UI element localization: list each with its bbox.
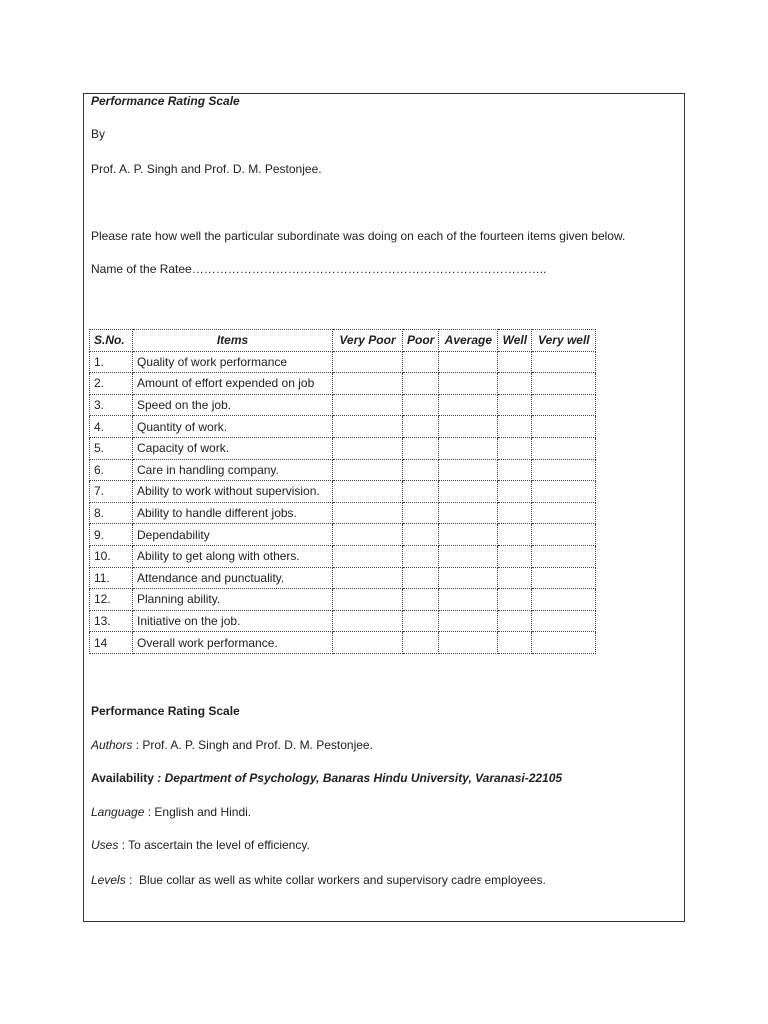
table-row [90,567,596,589]
levels-value: : Blue collar as well as white collar workers and supervisory cadre employees. [125,873,546,887]
by-label: By [91,127,106,141]
rating-cell-very-poor[interactable] [333,502,403,524]
rating-cell-well[interactable] [498,459,532,481]
ratee-name-line: Name of the Ratee…………………………………………………………………………….. [91,262,547,276]
row-sno: 1. [90,351,133,373]
row-item: Overall work performance. [133,632,333,654]
row-item: Quantity of work. [133,416,333,438]
rating-cell-average[interactable] [439,610,498,632]
rating-cell-very-well[interactable] [532,567,596,589]
rating-table [89,329,596,654]
table-row [90,416,596,438]
rating-cell-poor[interactable] [403,545,439,567]
row-item: Quality of work performance [133,351,333,373]
authors-label: Authors [91,738,133,752]
col-header-poor: Poor [403,330,439,352]
rating-cell-well[interactable] [498,394,532,416]
rating-cell-very-well[interactable] [532,373,596,395]
rating-cell-well[interactable] [498,373,532,395]
row-item: Ability to work without supervision. [133,481,333,503]
col-header-very-poor: Very Poor [333,330,403,352]
rating-cell-poor[interactable] [403,589,439,611]
rating-cell-very-well[interactable] [532,437,596,459]
rating-cell-poor[interactable] [403,632,439,654]
rating-cell-poor[interactable] [403,351,439,373]
availability-value: Department of Psychology, Banaras Hindu University, Varanasi-22105 [161,771,563,785]
availability-sep: : [153,771,162,785]
row-sno: 11. [90,567,133,589]
rating-cell-very-well[interactable] [532,416,596,438]
rating-cell-poor[interactable] [403,567,439,589]
rating-cell-poor[interactable] [403,394,439,416]
table-row [90,437,596,459]
rating-cell-poor[interactable] [403,502,439,524]
row-item: Amount of effort expended on job [133,373,333,395]
rating-cell-very-poor[interactable] [333,589,403,611]
table-row [90,610,596,632]
availability-detail [91,771,562,785]
row-sno: 10. [90,545,133,567]
col-header-items: Items [133,330,333,352]
rating-cell-very-well[interactable] [532,351,596,373]
rating-cell-average[interactable] [439,416,498,438]
levels-label: Levels [91,873,126,887]
authors-detail [91,738,373,752]
rating-cell-average[interactable] [439,524,498,546]
rating-cell-average[interactable] [439,545,498,567]
rating-cell-very-well[interactable] [532,632,596,654]
row-item: Capacity of work. [133,437,333,459]
uses-detail [91,838,310,852]
rating-cell-average[interactable] [439,502,498,524]
table-row [90,351,596,373]
rating-cell-poor[interactable] [403,373,439,395]
table-row [90,394,596,416]
row-sno: 7. [90,481,133,503]
rating-cell-well[interactable] [498,351,532,373]
details-title: Performance Rating Scale [91,704,240,718]
row-item: Dependability [133,524,333,546]
rating-cell-average[interactable] [439,437,498,459]
rating-cell-very-well[interactable] [532,394,596,416]
row-sno: 3. [90,394,133,416]
rating-cell-very-poor[interactable] [333,481,403,503]
rating-cell-well[interactable] [498,524,532,546]
language-value: : English and Hindi. [144,805,252,819]
rating-cell-very-well[interactable] [532,502,596,524]
rating-cell-well[interactable] [498,481,532,503]
row-item: Ability to get along with others. [133,545,333,567]
rating-cell-poor[interactable] [403,459,439,481]
rating-cell-very-poor[interactable] [333,459,403,481]
table-row [90,459,596,481]
authors-line: Prof. A. P. Singh and Prof. D. M. Pestonjee. [91,162,322,176]
rating-cell-very-poor[interactable] [333,567,403,589]
language-detail [91,805,251,819]
language-label: Language [91,805,145,819]
row-sno: 14 [90,632,133,654]
rating-cell-well[interactable] [498,502,532,524]
row-item: Initiative on the job. [133,610,333,632]
rating-cell-average[interactable] [439,351,498,373]
rating-cell-very-well[interactable] [532,545,596,567]
rating-cell-very-poor[interactable] [333,351,403,373]
col-header-sno: S.No. [90,330,133,352]
rating-cell-well[interactable] [498,589,532,611]
rating-cell-very-well[interactable] [532,610,596,632]
rating-cell-poor[interactable] [403,524,439,546]
rating-cell-very-poor[interactable] [333,610,403,632]
row-item: Speed on the job. [133,394,333,416]
row-sno: 4. [90,416,133,438]
rating-cell-well[interactable] [498,545,532,567]
rating-cell-well[interactable] [498,416,532,438]
table-row [90,373,596,395]
table-row [90,545,596,567]
rating-cell-very-well[interactable] [532,524,596,546]
instructions-text: Please rate how well the particular subordinate was doing on each of the fourteen items given below. [91,229,626,243]
rating-cell-very-poor[interactable] [333,394,403,416]
row-sno: 9. [90,524,133,546]
rating-cell-well[interactable] [498,437,532,459]
rating-cell-poor[interactable] [403,481,439,503]
rating-cell-average[interactable] [439,567,498,589]
rating-cell-average[interactable] [439,632,498,654]
rating-cell-very-well[interactable] [532,459,596,481]
levels-detail [91,873,546,887]
rating-cell-poor[interactable] [403,437,439,459]
table-row [90,481,596,503]
table-row [90,589,596,611]
rating-cell-very-well[interactable] [532,481,596,503]
rating-cell-average[interactable] [439,394,498,416]
document-title: Performance Rating Scale [91,94,240,108]
row-item: Attendance and punctuality. [133,567,333,589]
row-sno: 8. [90,502,133,524]
rating-cell-very-poor[interactable] [333,545,403,567]
authors-value: : Prof. A. P. Singh and Prof. D. M. Pestonjee. [132,738,373,752]
rating-cell-very-poor[interactable] [333,632,403,654]
rating-cell-very-poor[interactable] [333,524,403,546]
row-sno: 2. [90,373,133,395]
uses-label: Uses [91,838,119,852]
row-sno: 6. [90,459,133,481]
rating-cell-well[interactable] [498,632,532,654]
table-row [90,502,596,524]
col-header-very-well: Very well [532,330,596,352]
rating-cell-very-well[interactable] [532,589,596,611]
row-item: Planning ability. [133,589,333,611]
rating-cell-well[interactable] [498,610,532,632]
rating-cell-average[interactable] [439,373,498,395]
rating-cell-very-poor[interactable] [333,416,403,438]
row-item: Care in handling company. [133,459,333,481]
col-header-average: Average [439,330,498,352]
row-sno: 13. [90,610,133,632]
rating-cell-poor[interactable] [403,416,439,438]
availability-label: Availability [91,771,154,785]
uses-value: : To ascertain the level of efficiency. [118,838,310,852]
table-row [90,632,596,654]
rating-cell-average[interactable] [439,459,498,481]
row-item: Ability to handle different jobs. [133,502,333,524]
rating-cell-poor[interactable] [403,610,439,632]
rating-cell-very-poor[interactable] [333,437,403,459]
table-header-row [90,330,596,352]
rating-cell-very-poor[interactable] [333,373,403,395]
row-sno: 12. [90,589,133,611]
rating-cell-average[interactable] [439,589,498,611]
row-sno: 5. [90,437,133,459]
table-row [90,524,596,546]
rating-cell-well[interactable] [498,567,532,589]
rating-cell-average[interactable] [439,481,498,503]
col-header-well: Well [498,330,532,352]
